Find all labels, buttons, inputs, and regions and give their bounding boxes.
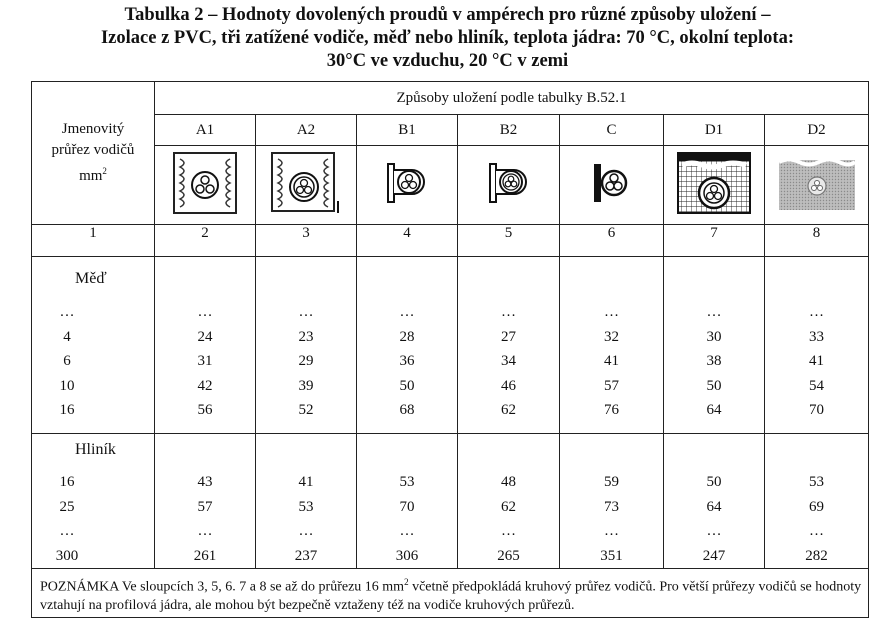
wall-clipped-cable-icon	[590, 158, 634, 208]
value-cell: 43	[197, 474, 213, 490]
value-cell: 57	[604, 377, 619, 394]
method-code-b2: B2	[458, 115, 560, 146]
value-cell: …	[604, 523, 619, 539]
table-note: POZNÁMKA Ve sloupcích 3, 5, 6. 7 a 8 se až do průřezu 16 $mm^2$ včetně předpokládá kruhový průřez vodičů. Pro větší průřezy vodičů se hodnoty vztahují na profilová jádra, ale mohou být bezpečně vztaženy též na vodiče kruhových průřezů.	[32, 569, 869, 618]
column-number-5: 5	[458, 225, 560, 257]
value-cell: 46	[501, 377, 516, 394]
ground-duct-icon	[676, 151, 752, 215]
value-cell: 50	[399, 377, 415, 394]
value-cell: 76	[604, 402, 619, 418]
value-cell: 52	[298, 402, 314, 418]
value-cell: 282	[805, 547, 828, 564]
copper-group	[32, 257, 869, 434]
installation-methods-header: Způsoby uložení podle tabulky B.52.1	[155, 82, 869, 115]
value-cell: 306	[395, 547, 419, 564]
value-cell: 50	[706, 377, 722, 394]
value-cell: 54	[809, 377, 824, 394]
value-cell: …	[399, 304, 415, 320]
size-cell: …	[59, 523, 75, 539]
value-cell: 50	[706, 474, 722, 490]
wall-conduit-icon	[382, 158, 432, 208]
column-number-3: 3	[256, 225, 357, 257]
value-cell: 261	[193, 547, 217, 564]
size-cell: 300	[55, 547, 79, 564]
title-line-2: Izolace z PVC, tři zatížené vodiče, měď nebo hliník, teplota jádra: 70 °C, okolní teplota:	[100, 28, 795, 48]
value-cell: 68	[399, 402, 415, 418]
size-cell: …	[59, 304, 75, 320]
value-cell: 70	[809, 402, 824, 418]
value-cell: 41	[809, 353, 824, 369]
method-code-b1: B1	[357, 115, 458, 146]
cross-section-header: Jmenovitý průřez vodičů $mm^2$	[32, 82, 155, 225]
value-cell: 30	[706, 328, 722, 345]
value-cell: 53	[399, 474, 415, 490]
value-cell: …	[501, 523, 516, 539]
ground-direct-icon	[777, 154, 857, 212]
value-cell: 351	[600, 547, 623, 564]
value-cell: 31	[197, 353, 213, 369]
value-cell: 41	[298, 474, 314, 490]
size-cell: 16	[59, 402, 75, 418]
size-cell: 4	[63, 328, 71, 345]
column-number-4: 4	[357, 225, 458, 257]
column-number-6: 6	[560, 225, 664, 257]
value-cell: 38	[706, 353, 722, 369]
value-cell: 53	[298, 498, 314, 515]
value-cell: …	[399, 523, 415, 539]
value-cell: 24	[197, 328, 213, 345]
value-cell: 237	[294, 547, 318, 564]
value-cell: …	[809, 523, 824, 539]
column-number-1: 1	[32, 225, 155, 257]
value-cell: 59	[604, 474, 619, 490]
value-cell: …	[706, 304, 722, 320]
value-cell: …	[706, 523, 722, 539]
group-label-aluminium: Hliník	[75, 441, 116, 458]
value-cell: 62	[501, 498, 516, 515]
size-cell: 6	[63, 353, 71, 369]
size-cell: 16	[59, 474, 75, 490]
value-cell: 39	[298, 377, 314, 394]
value-cell: 28	[399, 328, 415, 345]
value-cell: …	[809, 304, 824, 320]
insulated-wall-multicore-icon	[270, 151, 342, 215]
value-cell: 27	[501, 328, 516, 345]
column-number-7: 7	[664, 225, 765, 257]
value-cell: 56	[197, 402, 213, 418]
value-cell: …	[604, 304, 619, 320]
method-code-c: C	[560, 115, 664, 146]
column-number-8: 8	[765, 225, 869, 257]
value-cell: 62	[501, 402, 516, 418]
method-code-d1: D1	[664, 115, 765, 146]
value-cell: 53	[809, 474, 824, 490]
title-line-1: Tabulka 2 – Hodnoty dovolených proudů v ampérech pro různé způsoby uložení –	[124, 5, 771, 25]
value-cell: …	[501, 304, 516, 320]
size-cell: 10	[59, 377, 75, 394]
title-line-3: 30°C ve vzduchu, 20 °C v zemi	[326, 51, 569, 71]
value-cell: 265	[497, 547, 520, 564]
value-cell: 57	[197, 498, 213, 515]
value-cell: 23	[298, 328, 314, 345]
value-cell: 70	[399, 498, 415, 515]
value-cell: 32	[604, 328, 619, 345]
wall-conduit-multicore-icon	[484, 158, 534, 208]
value-cell: 42	[197, 377, 213, 394]
value-cell: 48	[501, 474, 516, 490]
value-cell: 41	[604, 353, 619, 369]
table-title	[0, 4, 895, 73]
value-cell: 73	[604, 498, 619, 515]
group-label-copper: Měď	[75, 270, 107, 287]
method-code-a2: A2	[256, 115, 357, 146]
value-cell: 36	[399, 353, 415, 369]
value-cell: 247	[702, 547, 726, 564]
aluminium-group	[32, 434, 869, 569]
value-cell: 29	[298, 353, 314, 369]
ampacity-table	[31, 81, 869, 618]
method-code-a1: A1	[155, 115, 256, 146]
value-cell: 69	[809, 498, 824, 515]
value-cell: …	[298, 523, 314, 539]
value-cell: 64	[706, 402, 722, 418]
column-number-2: 2	[155, 225, 256, 257]
value-cell: …	[298, 304, 314, 320]
value-cell: 34	[501, 353, 516, 369]
method-code-d2: D2	[765, 115, 869, 146]
value-cell: 64	[706, 498, 722, 515]
value-cell: …	[197, 523, 213, 539]
insulated-wall-conduit-icon	[172, 151, 238, 215]
size-cell: 25	[59, 498, 75, 515]
value-cell: …	[197, 304, 213, 320]
value-cell: 33	[809, 328, 824, 345]
